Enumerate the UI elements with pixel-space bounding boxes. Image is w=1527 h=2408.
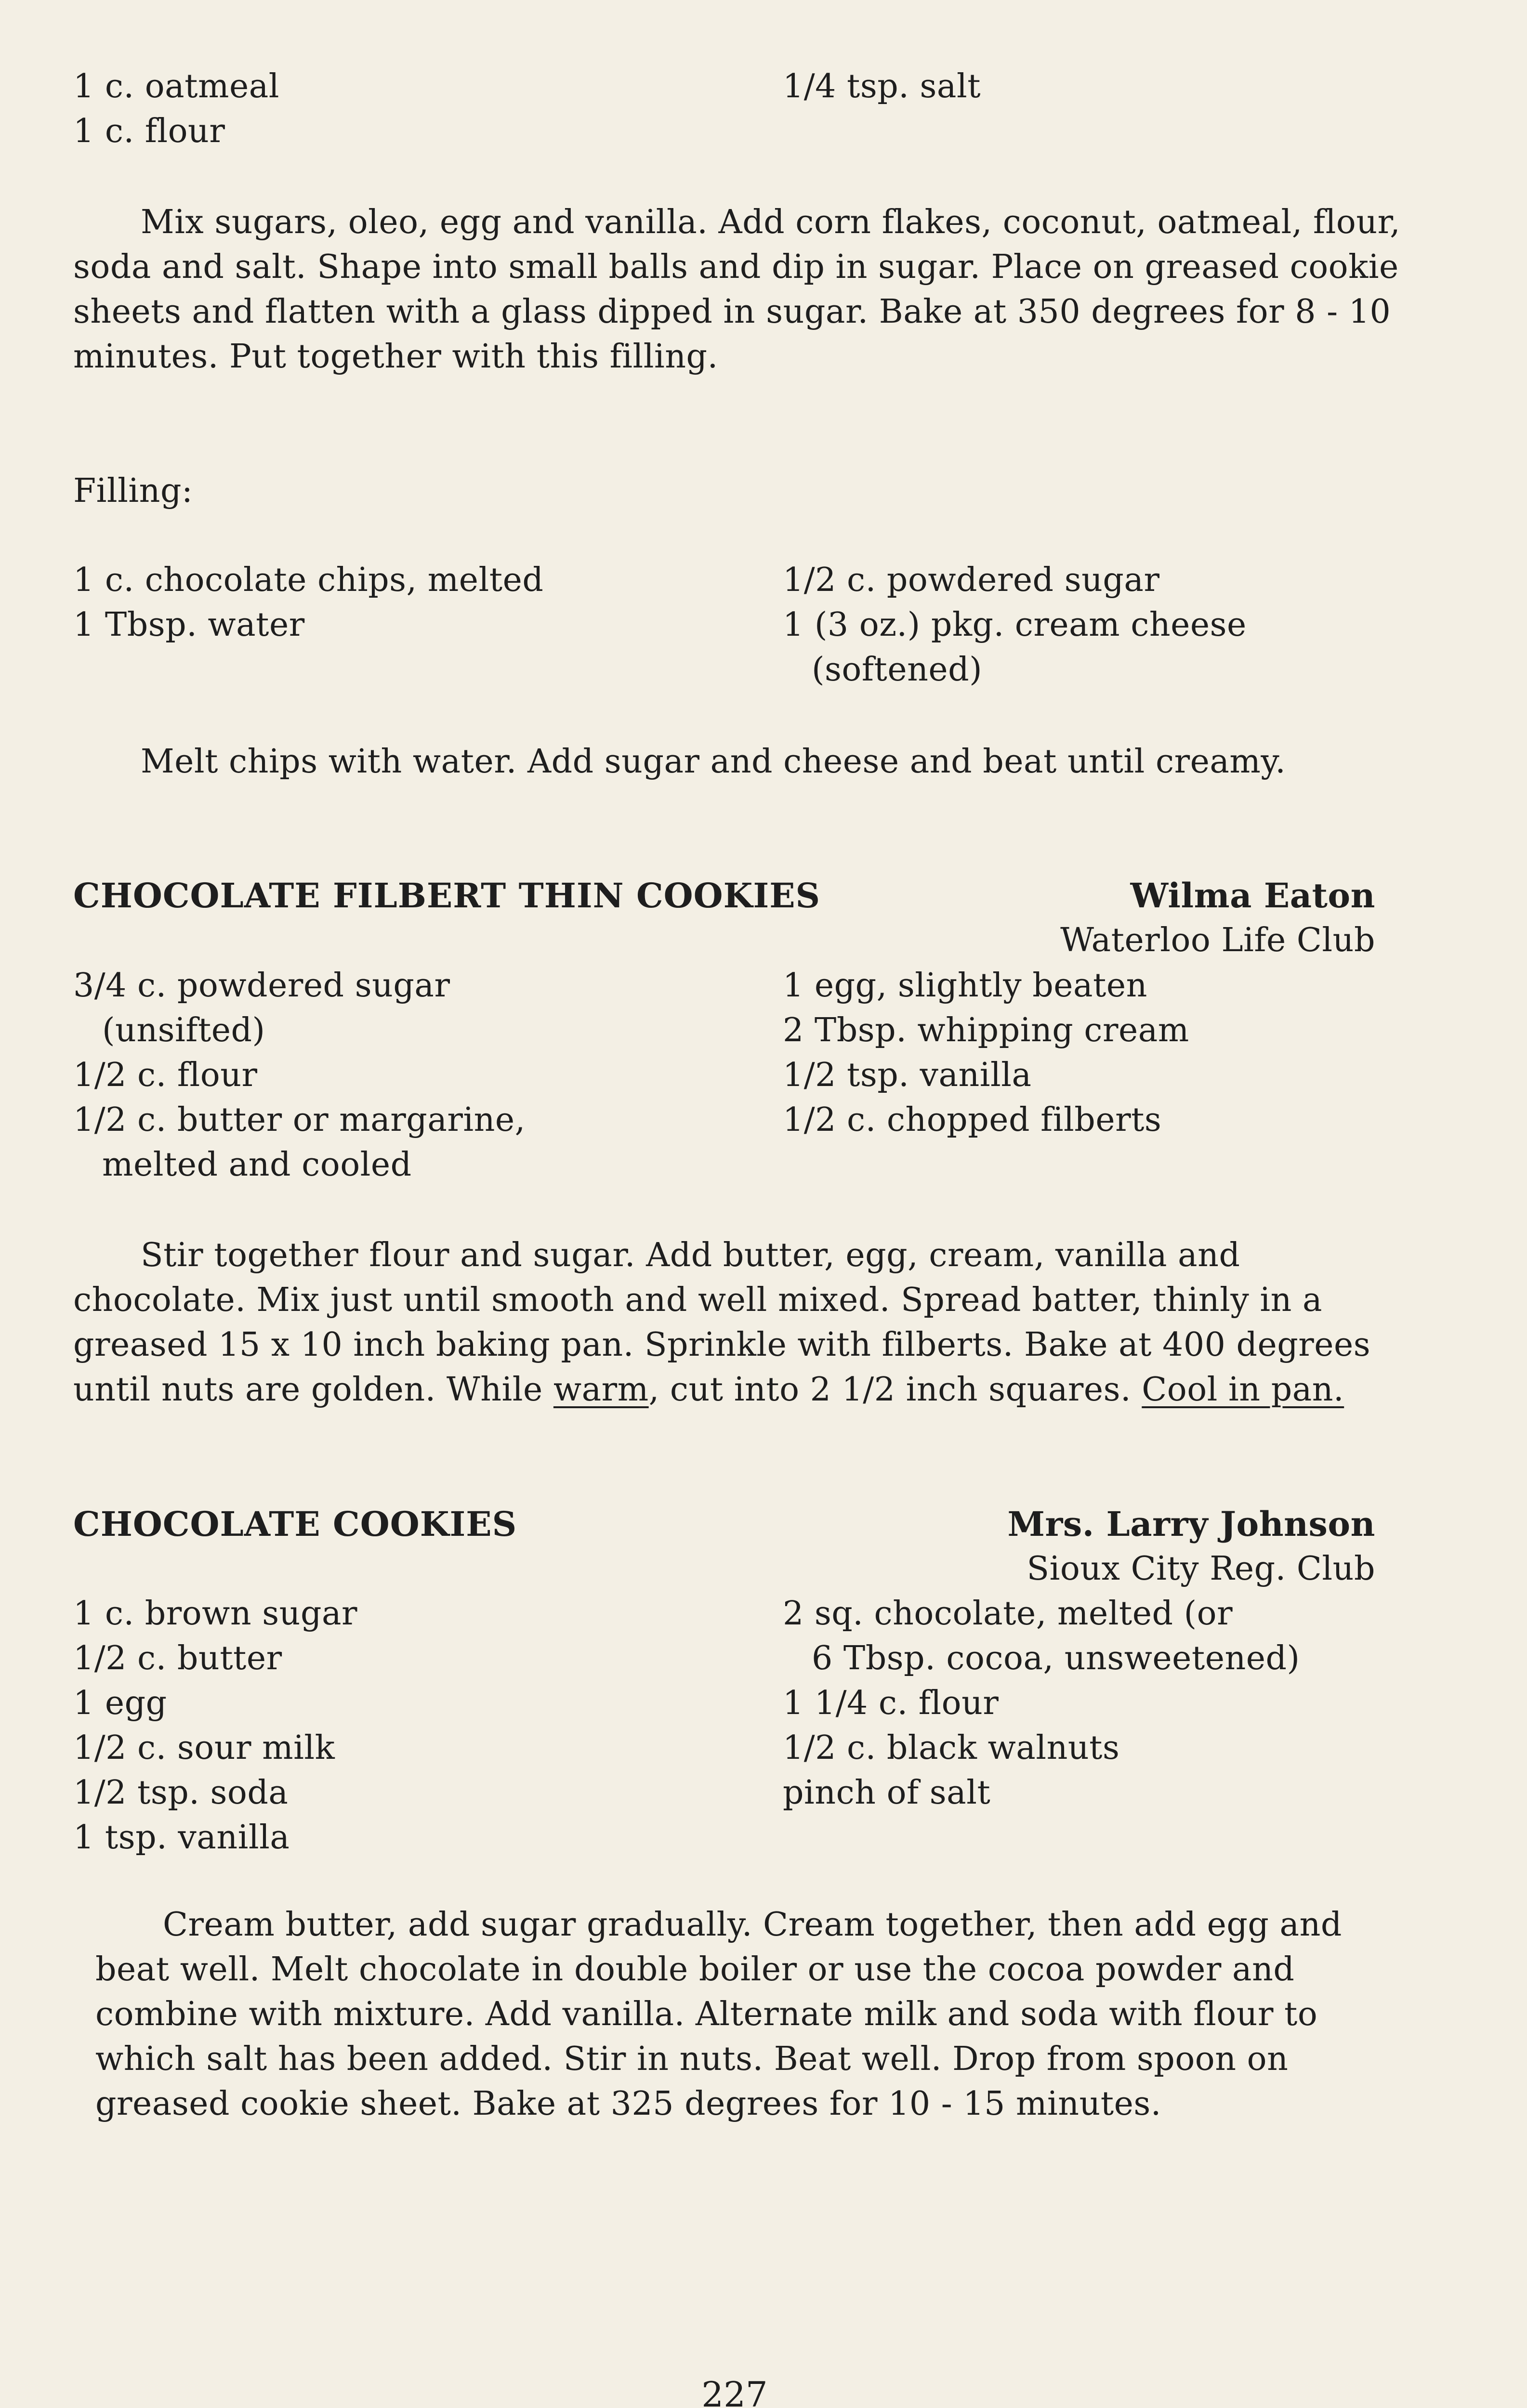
ingredient: melted and cooled: [102, 1146, 412, 1184]
recipe-author: Wilma Eaton: [1130, 876, 1375, 916]
ingredient: 1/2 tsp. soda: [73, 1774, 289, 1812]
ingredient: 1 (3 oz.) pkg. cream cheese: [783, 606, 1247, 644]
ingredient: 1/2 c. butter: [73, 1639, 282, 1677]
recipe-club: Sioux City Reg. Club: [1027, 1550, 1375, 1588]
recipe-title: CHOCOLATE FILBERT THIN COOKIES: [73, 876, 821, 916]
ingredient: 1 c. brown sugar: [73, 1595, 358, 1633]
ingredient: 1/2 c. powdered sugar: [783, 561, 1160, 599]
ingredient: 1 Tbsp. water: [73, 606, 305, 644]
recipe-club: Waterloo Life Club: [1060, 921, 1375, 959]
ingredient: 1/2 c. sour milk: [73, 1729, 335, 1767]
ingredient: 1/2 c. black walnuts: [783, 1729, 1120, 1767]
ingredient: 1 tsp. vanilla: [73, 1819, 290, 1857]
page-number: 227: [701, 2374, 768, 2408]
filling-heading: Filling:: [73, 472, 193, 510]
ingredient: 2 sq. chocolate, melted (or: [783, 1595, 1233, 1633]
ingredient: 1 egg: [73, 1684, 167, 1722]
ingredient: 1/2 c. butter or margarine,: [73, 1101, 526, 1139]
ingredient: 1/2 tsp. vanilla: [783, 1056, 1032, 1094]
ingredient: 1/2 c. chopped filberts: [783, 1101, 1162, 1139]
directions-paragraph: Mix sugars, oleo, egg and vanilla. Add corn flakes, coconut, oatmeal, flour, soda and salt. Shape into small balls and dip in sugar. Place on greased cookie sheets and flatten with a glass dipped in sugar. Bake at 350 degrees for 8 - 10 minutes. Put together with this filling.: [73, 203, 1401, 376]
ingredient: 1 1/4 c. flour: [783, 1684, 999, 1722]
directions-paragraph: Cream butter, add sugar gradually. Cream together, then add egg and beat well. Melt chocolate in double boiler or use the cocoa powder and combine with mixture. Add vanilla. Alternate milk and soda with flour to which salt has been added. Stir in nuts. Beat well. Drop from spoon on greased cookie sheet. Bake at 325 degrees for 10 - 15 minutes.: [95, 1906, 1342, 2123]
directions-paragraph: Stir together flour and sugar. Add butter, egg, cream, vanilla and chocolate. Mix just until smooth and well mixed. Spread batter, thinly in a greased 15 x 10 inch baking pan. Sprinkle with filberts. Bake at 400 degrees until nuts are golden. While warm, cut into 2 1/2 inch squares. Cool in pan.: [73, 1236, 1371, 1409]
ingredient: 1/2 c. flour: [73, 1056, 258, 1094]
ingredient: 1/4 tsp. salt: [783, 67, 981, 105]
ingredient: pinch of salt: [783, 1774, 991, 1812]
ingredient: 3/4 c. powdered sugar: [73, 967, 450, 1005]
ingredient: 2 Tbsp. whipping cream: [783, 1011, 1189, 1049]
ingredient: 6 Tbsp. cocoa, unsweetened): [812, 1639, 1300, 1677]
ingredient: (softened): [812, 651, 983, 689]
filling-directions: Melt chips with water. Add sugar and cheese and beat until creamy.: [141, 743, 1286, 781]
recipe-title: CHOCOLATE COOKIES: [73, 1504, 517, 1544]
recipe-author: Mrs. Larry Johnson: [1007, 1504, 1375, 1544]
ingredient: 1 egg, slightly beaten: [783, 967, 1147, 1005]
ingredient: 1 c. chocolate chips, melted: [73, 561, 544, 599]
ingredient: (unsifted): [102, 1011, 265, 1049]
ingredient: 1 c. flour: [73, 112, 225, 150]
ingredient: 1 c. oatmeal: [73, 67, 280, 105]
